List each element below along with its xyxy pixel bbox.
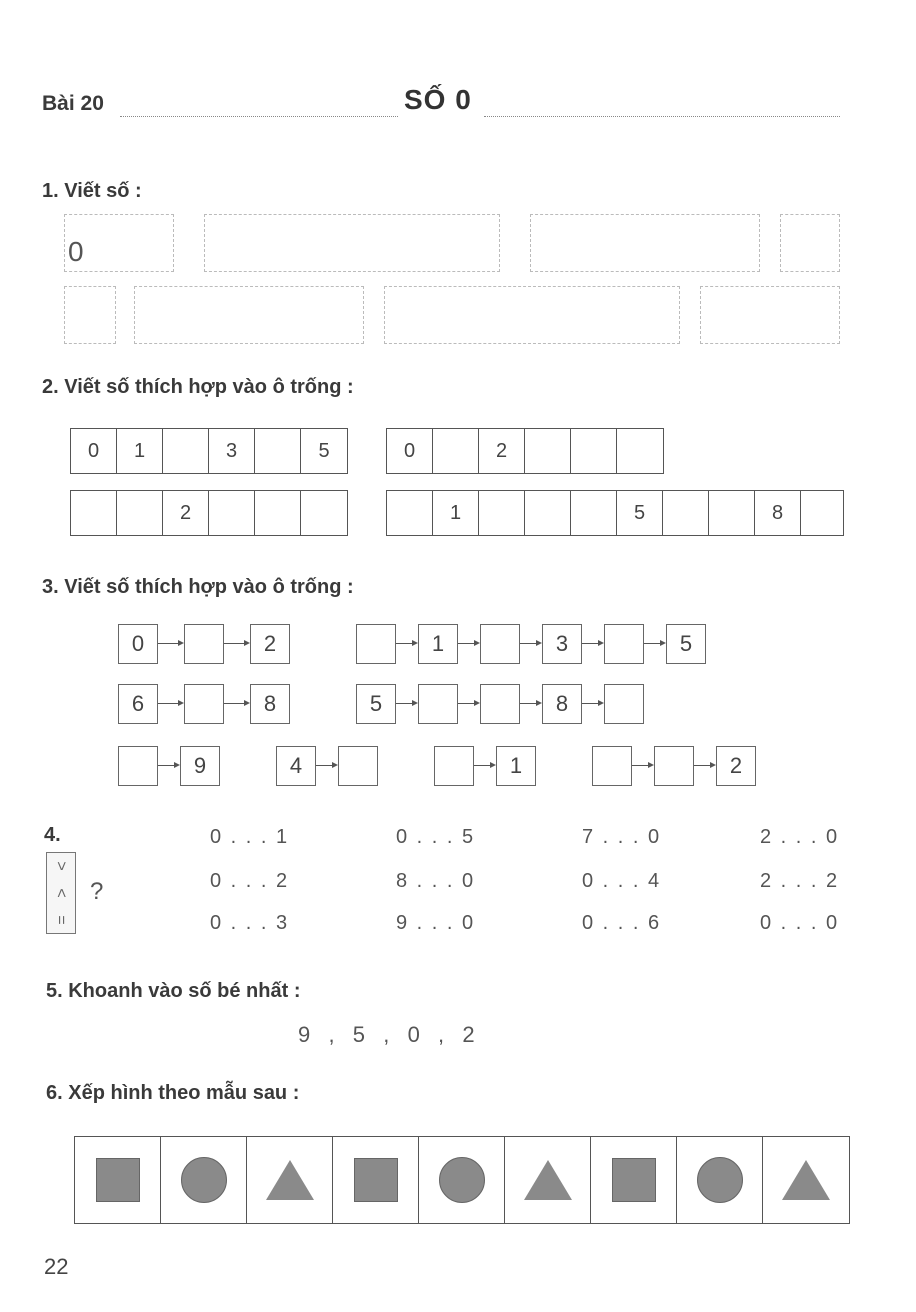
page-number: 22	[44, 1254, 69, 1279]
comparison-item[interactable]: 0 . . . 0	[760, 912, 840, 934]
chain-box[interactable]	[480, 624, 520, 664]
shape-cell	[677, 1137, 763, 1223]
chain-box[interactable]: 3	[542, 624, 582, 664]
square-icon	[612, 1158, 656, 1202]
arrow-icon	[520, 703, 542, 705]
chain-box[interactable]: 6	[118, 684, 158, 724]
arrow-icon	[396, 703, 418, 705]
arrow-icon	[582, 703, 604, 705]
chain-box[interactable]: 8	[250, 684, 290, 724]
cell[interactable]	[301, 491, 347, 535]
ex3-title: 3. Viết số thích hợp vào ô trống :	[42, 576, 354, 598]
cell[interactable]	[163, 429, 209, 473]
chain-box[interactable]: 9	[180, 746, 220, 786]
cell[interactable]: 1	[433, 491, 479, 535]
ex2-row1-right[interactable]	[386, 428, 664, 474]
shape-cell	[505, 1137, 591, 1223]
cell[interactable]	[663, 491, 709, 535]
ex2-title: 2. Viết số thích hợp vào ô trống :	[42, 376, 354, 398]
shape-cell	[161, 1137, 247, 1223]
comparison-item[interactable]: 2 . . . 0	[760, 826, 840, 848]
chain-box[interactable]: 1	[418, 624, 458, 664]
circle-icon	[439, 1157, 485, 1203]
shape-cell	[419, 1137, 505, 1223]
chain-box[interactable]: 2	[250, 624, 290, 664]
comparison-item[interactable]: 8 . . . 0	[396, 870, 476, 892]
cell[interactable]	[255, 429, 301, 473]
arrow-icon	[644, 643, 666, 645]
cell[interactable]	[433, 429, 479, 473]
chain-box[interactable]	[434, 746, 474, 786]
shape-pattern-row	[74, 1136, 850, 1224]
ex3-chain-2	[356, 624, 706, 664]
cell[interactable]	[117, 491, 163, 535]
cell[interactable]	[479, 491, 525, 535]
ex2-row1-left[interactable]	[70, 428, 348, 474]
chain-box[interactable]	[356, 624, 396, 664]
comparison-item[interactable]: 0 . . . 3	[210, 912, 290, 934]
arrow-icon	[520, 643, 542, 645]
chain-box[interactable]: 0	[118, 624, 158, 664]
arrow-icon	[582, 643, 604, 645]
cell[interactable]: 0	[387, 429, 433, 473]
chain-box[interactable]: 5	[356, 684, 396, 724]
chain-box[interactable]: 4	[276, 746, 316, 786]
question-mark: ?	[90, 878, 104, 905]
chain-box[interactable]	[118, 746, 158, 786]
ex2-row2-right[interactable]	[386, 490, 844, 536]
triangle-icon	[266, 1160, 314, 1200]
cell[interactable]	[525, 491, 571, 535]
arrow-icon	[158, 643, 184, 645]
ex3-chain-8	[592, 746, 756, 786]
ex3-chain-1	[118, 624, 290, 664]
equals-symbol: =	[53, 914, 70, 925]
cell[interactable]: 8	[755, 491, 801, 535]
shape-cell	[247, 1137, 333, 1223]
comparison-item[interactable]: 0 . . . 2	[210, 870, 290, 892]
comparison-symbols-box	[46, 852, 76, 934]
cell[interactable]	[709, 491, 755, 535]
arrow-icon	[694, 765, 716, 767]
comparison-item[interactable]: 7 . . . 0	[582, 826, 662, 848]
chain-box[interactable]: 5	[666, 624, 706, 664]
chain-box[interactable]: 1	[496, 746, 536, 786]
arrow-icon	[316, 765, 338, 767]
arrow-icon	[458, 643, 480, 645]
cell[interactable]	[525, 429, 571, 473]
cell[interactable]: 2	[163, 491, 209, 535]
ex3-chain-3	[118, 684, 290, 724]
ex3-chain-4	[356, 684, 644, 724]
arrow-icon	[474, 765, 496, 767]
lesson-label: Bài 20	[42, 92, 104, 115]
cell[interactable]: 5	[617, 491, 663, 535]
cell[interactable]: 5	[318, 439, 330, 462]
cell[interactable]	[71, 491, 117, 535]
chain-box[interactable]	[480, 684, 520, 724]
writing-grid[interactable]	[64, 214, 840, 344]
chain-box[interactable]	[184, 624, 224, 664]
chain-box[interactable]	[184, 684, 224, 724]
shape-cell	[763, 1137, 849, 1223]
ex2-row2-left[interactable]	[70, 490, 348, 536]
cell[interactable]: 1	[117, 429, 163, 473]
cell[interactable]	[209, 491, 255, 535]
cell[interactable]	[571, 491, 617, 535]
cell[interactable]: 0	[71, 429, 117, 473]
triangle-icon	[524, 1160, 572, 1200]
cell[interactable]	[571, 429, 617, 473]
arrow-icon	[224, 703, 250, 705]
ex3-chain-6	[276, 746, 378, 786]
comparison-item[interactable]: 0 . . . 6	[582, 912, 662, 934]
cell[interactable]	[387, 491, 433, 535]
comparison-item[interactable]: 2 . . . 2	[760, 870, 840, 892]
chain-box[interactable]	[418, 684, 458, 724]
cell[interactable]	[255, 491, 301, 535]
greater-than-symbol: >	[53, 861, 70, 871]
arrow-icon	[224, 643, 250, 645]
circle-icon	[697, 1157, 743, 1203]
chain-box[interactable]	[592, 746, 632, 786]
chain-box[interactable]	[654, 746, 694, 786]
chain-box[interactable]	[604, 684, 644, 724]
comparison-item[interactable]: 0 . . . 4	[582, 870, 662, 892]
ex4-label: 4.	[44, 824, 61, 846]
shape-cell	[75, 1137, 161, 1223]
circle-icon	[181, 1157, 227, 1203]
arrow-icon	[158, 765, 180, 767]
comparison-item[interactable]: 0 . . . 5	[396, 826, 476, 848]
cell[interactable]: 3	[209, 429, 255, 473]
ex3-chain-5	[118, 746, 220, 786]
square-icon	[354, 1158, 398, 1202]
sample-digit: 0	[68, 236, 84, 267]
comparison-item[interactable]: 0 . . . 1	[210, 826, 290, 848]
header-rule-left	[120, 116, 398, 117]
triangle-icon	[782, 1160, 830, 1200]
ex1-title: 1. Viết số :	[42, 180, 142, 202]
cell[interactable]	[617, 429, 663, 473]
chain-box[interactable]	[338, 746, 378, 786]
ex5-numbers[interactable]: 9 , 5 , 0 , 2	[298, 1022, 477, 1047]
ex6-title: 6. Xếp hình theo mẫu sau :	[46, 1082, 300, 1104]
arrow-icon	[458, 703, 480, 705]
less-than-symbol: <	[53, 888, 70, 898]
arrow-icon	[632, 765, 654, 767]
header-rule-right	[484, 116, 840, 117]
chain-box[interactable]	[604, 624, 644, 664]
arrow-icon	[158, 703, 184, 705]
comparison-item[interactable]: 9 . . . 0	[396, 912, 476, 934]
square-icon	[96, 1158, 140, 1202]
cell[interactable]: 2	[479, 429, 525, 473]
ex5-title: 5. Khoanh vào số bé nhất :	[46, 980, 301, 1002]
shape-cell	[333, 1137, 419, 1223]
page-title: SỐ 0	[404, 84, 472, 115]
chain-box[interactable]: 8	[542, 684, 582, 724]
ex3-chain-7	[434, 746, 536, 786]
arrow-icon	[396, 643, 418, 645]
cell[interactable]	[801, 491, 843, 535]
chain-box[interactable]: 2	[716, 746, 756, 786]
shape-cell	[591, 1137, 677, 1223]
